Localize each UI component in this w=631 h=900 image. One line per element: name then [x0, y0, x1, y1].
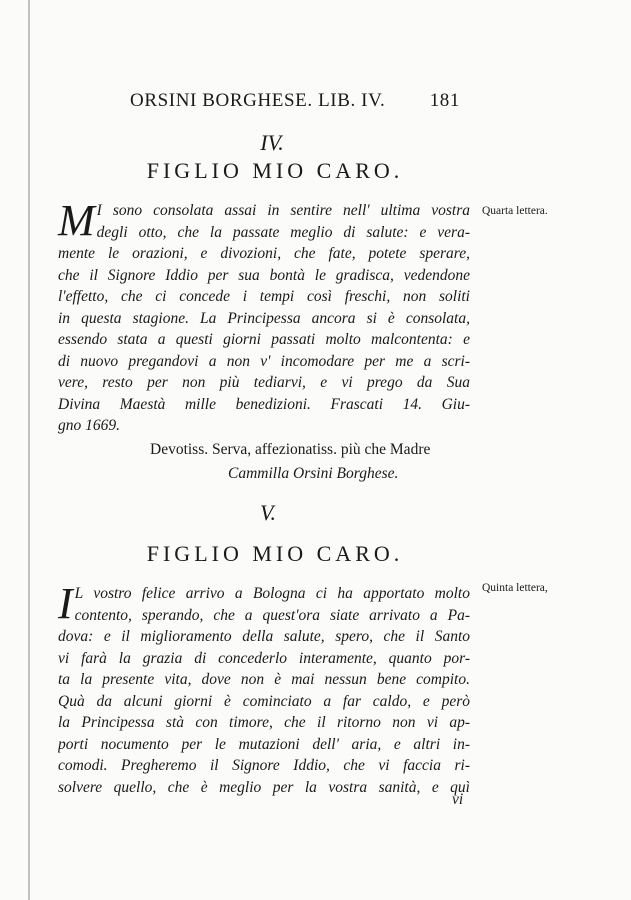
text-line: Divina Maestà mille benedizioni. Frascati 14. Giu-	[58, 395, 470, 413]
letter-iv-salutation: FIGLIO MIO CARO.	[146, 158, 404, 183]
text-line: L vostro felice arrivo a Bologna ci ha apportato molto	[74, 585, 470, 602]
letter-v-drop-cap: I	[58, 579, 73, 628]
page-number: 181	[429, 90, 460, 111]
text-line: solvere quello, che è meglio per la vostra sanità, e quì	[58, 778, 470, 796]
letter-iv-closing: Devotiss. Serva, affezionatiss. più che Madre	[150, 441, 431, 458]
catchword: vi	[452, 791, 464, 808]
text-line: I sono consolata assai in sentire nell' ultima vostra	[96, 202, 470, 219]
text-line: comodi. Pregheremo il Signore Iddio, che vi faccia ri-	[58, 757, 470, 774]
text-line: vere, resto per non più tediarvi, e vi prego da Sua	[58, 374, 470, 391]
text-line: porti nocumento per le mutazioni dell' aria, e altri in-	[58, 735, 470, 753]
letter-v-margin-note: Quinta lettera,	[482, 582, 548, 594]
running-title: ORSINI BORGHESE. LIB. IV.	[130, 90, 386, 111]
text-line: l'effetto, che ci concede i tempi così freschi, non soliti	[58, 288, 470, 305]
text-line: che il Signore Iddio per sua bontà le gradisca, vedendone	[58, 266, 470, 284]
letter-v-numeral: V.	[259, 500, 277, 525]
text-line: la Principessa stà con timore, che il ritorno non vi ap-	[58, 714, 470, 731]
text-line: ta la presente vita, dove non è mai nessun bene compito.	[58, 671, 470, 688]
text-line: gno 1669.	[58, 417, 120, 434]
letter-iv-margin-note: Quarta lettera.	[482, 205, 548, 217]
text-line: dova: e il miglioramento della salute, spero, che il Santo	[58, 628, 470, 645]
letter-v-salutation: FIGLIO MIO CARO.	[146, 541, 404, 566]
letter-iv-signature: Cammilla Orsini Borghese.	[228, 465, 399, 482]
running-header	[130, 90, 460, 114]
text-line: in questa stagione. La Principessa ancora si è consolata,	[58, 309, 470, 327]
text-line: degli otto, che la passate meglio di salute: e vera-	[96, 223, 470, 241]
text-line: Quà da alcuni giorni è cominciato a far caldo, e però	[58, 692, 470, 710]
text-line: mente le orazioni, e divozioni, che fate, potete sperare,	[58, 245, 470, 262]
text-line: vi farà la grazia di concederlo interamente, quanto por-	[58, 649, 470, 667]
page-edge-shadow	[28, 0, 30, 900]
text-line: essendo stata a questi giorni passati molto malcontenta: e	[58, 331, 470, 348]
text-line: di nuovo pregandovi a non v' incomodare per me a scri-	[58, 352, 470, 370]
text-line: contento, sperando, che a quest'ora siate arrivato a Pa-	[74, 606, 470, 624]
letter-v-body	[58, 579, 470, 798]
letter-iv-drop-cap: M	[58, 196, 95, 245]
letter-iv-numeral: IV.	[260, 130, 284, 155]
letter-iv-body	[58, 196, 470, 437]
